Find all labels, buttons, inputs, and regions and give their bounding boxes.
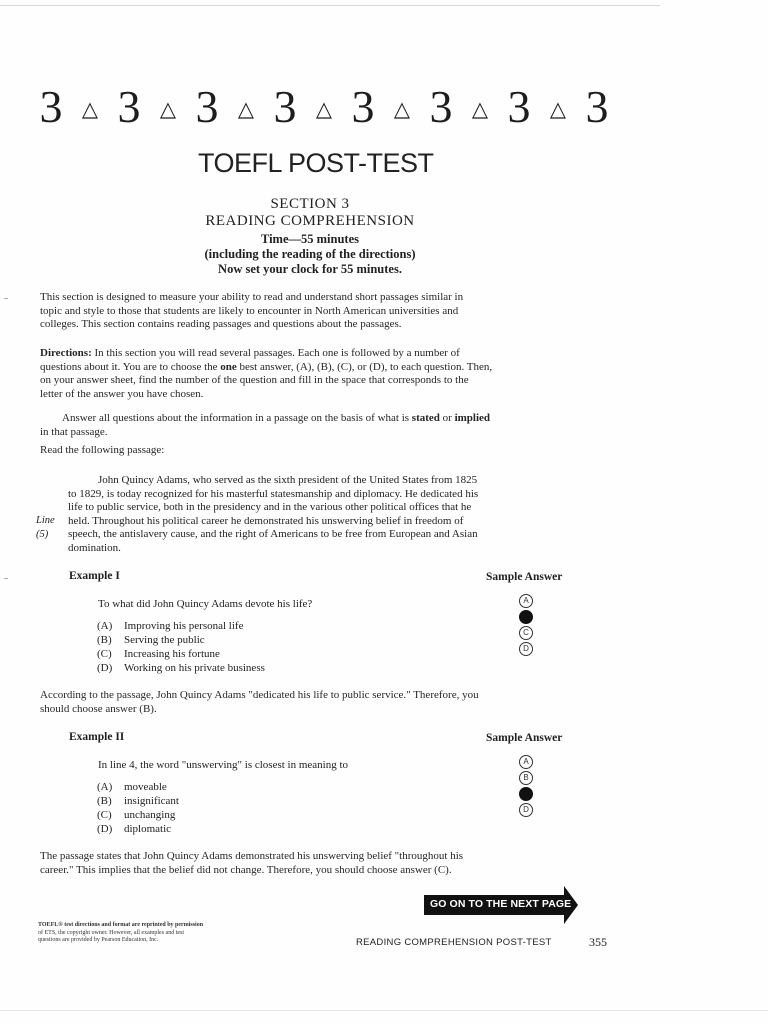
text-line: on your answer sheet, find the number of the question and fill in the space that corresponds to the [40, 374, 469, 386]
option [97, 661, 265, 675]
text-run: or [439, 412, 455, 424]
triangle-icon: △ [315, 97, 333, 121]
section-name: READING COMPREHENSION [205, 213, 415, 229]
answer-bubble-c [519, 787, 533, 801]
passage-line: held. Throughout his political career he demonstrated his unswerving belief in freedom of [68, 514, 464, 527]
answer-note-paragraph [40, 412, 490, 439]
passage-line: life to public service, both in the presidency and in the various other political offices that he [68, 501, 472, 513]
option-text: Improving his personal life [124, 620, 244, 632]
banner-number: 3 [429, 81, 453, 132]
text-run: In this section you will read several passages. Each one is followed by a number of [91, 347, 460, 359]
option [97, 780, 179, 794]
option-text: Working on his private business [124, 662, 265, 674]
passage-line: to 1829, is today recognized for his masterful statesmanship and diplomacy. He dedicated his [68, 487, 479, 500]
text-line: letter of the answer you have chosen. [40, 387, 204, 400]
text-run: Answer all questions about the information in a passage on the basis of what is [62, 412, 412, 424]
answer-bubble-a: A [519, 594, 533, 608]
text-line: According to the passage, John Quincy Adams "dedicated his life to public service." Therefore, you [40, 689, 479, 701]
example-1-question: To what did John Quincy Adams devote his life? [98, 598, 313, 610]
intro-paragraph [40, 291, 463, 332]
triangle-icon: △ [393, 97, 411, 121]
emphasis: implied [454, 412, 491, 424]
option-letter: (C) [97, 809, 112, 821]
example-1-explanation [40, 689, 479, 716]
banner-number: 3 [585, 81, 609, 132]
answer-bubble-c: C [519, 626, 533, 640]
option-letter: (D) [97, 662, 113, 674]
emphasis: stated [411, 412, 440, 424]
text-run: best answer, (A), (B), (C), or (D), to each question. Then, [236, 360, 493, 373]
triangle-icon: △ [237, 97, 255, 121]
example-2-question: In line 4, the word "unswerving" is closest in meaning to [98, 759, 349, 771]
passage-line: domination. [68, 541, 121, 554]
text-line: of ETS, the copyright owner. However, all examples and test [38, 929, 185, 936]
text-line: TOEFL® test directions and format are reprinted by permission [38, 922, 204, 928]
emphasis: one [220, 360, 237, 373]
triangle-icon: △ [549, 97, 567, 121]
option-letter: (B) [97, 795, 112, 807]
example-1-options [97, 619, 265, 675]
banner-number: 3 [195, 81, 219, 132]
scan-speck [4, 578, 8, 579]
banner-number: 3 [39, 81, 63, 132]
text-run: questions about it. You are to choose the [40, 360, 221, 373]
text-line [40, 412, 490, 426]
option-text: insignificant [124, 795, 179, 807]
option [97, 808, 179, 822]
scan-speck [4, 298, 8, 299]
answer-bubble-a: A [519, 755, 533, 769]
option-text: Serving the public [124, 634, 205, 646]
option-text: unchanging [124, 809, 176, 821]
sample-answer-label: Sample Answer [486, 571, 563, 583]
example-2-explanation [40, 850, 463, 877]
directions-label: Directions: [40, 347, 92, 359]
option-text: Increasing his fortune [124, 648, 220, 660]
answer-bubble-b [519, 610, 533, 624]
text-line: The passage states that John Quincy Adams demonstrated his unswerving belief "throughout his [40, 850, 464, 862]
option-letter: (B) [97, 634, 112, 646]
text-line: colleges. This section contains reading passages and questions about the passages. [40, 318, 402, 330]
passage-line: speech, the antislavery cause, and the right of Americans to be free from European and Asian [68, 528, 478, 540]
page-title: TOEFL POST-TEST [198, 148, 434, 178]
text-line: career." This implies that the belief did not change. Therefore, you should choose answer (C). [40, 863, 452, 876]
section-number: SECTION 3 [270, 196, 350, 212]
option [97, 633, 265, 647]
option [97, 822, 179, 836]
time-note: (including the reading of the directions) [204, 247, 416, 261]
option-letter: (A) [97, 620, 113, 632]
answer-bubble-b: B [519, 771, 533, 785]
line-margin-number: (5) [36, 529, 49, 540]
text-line: topic and style to those that students are likely to encounter in North American universities and [40, 304, 459, 317]
text-line [40, 347, 492, 361]
text-line [40, 361, 492, 375]
answer-bubble-d: D [519, 803, 533, 817]
example-2-label: Example II [69, 731, 125, 743]
banner-number: 3 [117, 81, 141, 132]
passage-line: John Quincy Adams, who served as the sixth president of the United States from 1825 [98, 474, 478, 486]
banner-number: 3 [507, 81, 531, 132]
option [97, 619, 265, 633]
option-letter: (C) [97, 648, 112, 660]
option-text: diplomatic [124, 823, 172, 835]
clock-instruction: Now set your clock for 55 minutes. [218, 262, 402, 276]
page-edge-top [0, 5, 660, 6]
text-line: This section is designed to measure your ability to read and understand short passages similar in [40, 291, 464, 303]
text-line: should choose answer (B). [40, 702, 157, 715]
banner-number: 3 [273, 81, 297, 132]
example-1-label: Example I [69, 570, 120, 582]
option-letter: (D) [97, 823, 113, 835]
next-page-label: GO ON TO THE NEXT PAGE [430, 898, 572, 910]
option-text: moveable [124, 781, 167, 793]
triangle-icon: △ [81, 97, 99, 121]
directions-paragraph [40, 347, 492, 401]
read-following-text [40, 444, 164, 458]
sample-answer-label: Sample Answer [486, 732, 563, 744]
text-line: in that passage. [40, 425, 108, 438]
page-number: 355 [589, 935, 607, 949]
example-2-answer-bubbles [519, 755, 537, 819]
text-line: Read the following passage: [40, 444, 165, 456]
option [97, 794, 179, 808]
line-margin-label: Line [36, 515, 55, 526]
text-line: questions are provided by Pearson Education, Inc. [38, 937, 159, 943]
section-banner [36, 82, 612, 134]
copyright-credit [38, 922, 203, 945]
option-letter: (A) [97, 781, 113, 793]
banner-number: 3 [351, 81, 375, 132]
reading-passage [68, 474, 478, 555]
answer-bubble-d: D [519, 642, 533, 656]
example-1-answer-bubbles [519, 594, 537, 658]
example-2-options [97, 780, 179, 836]
time-limit: Time—55 minutes [260, 232, 360, 246]
triangle-icon: △ [159, 97, 177, 121]
option [97, 647, 265, 661]
triangle-icon: △ [471, 97, 489, 121]
page-edge-bottom [0, 1010, 768, 1011]
next-page-button[interactable] [424, 886, 578, 924]
running-footer: READING COMPREHENSION POST-TEST [356, 937, 552, 948]
